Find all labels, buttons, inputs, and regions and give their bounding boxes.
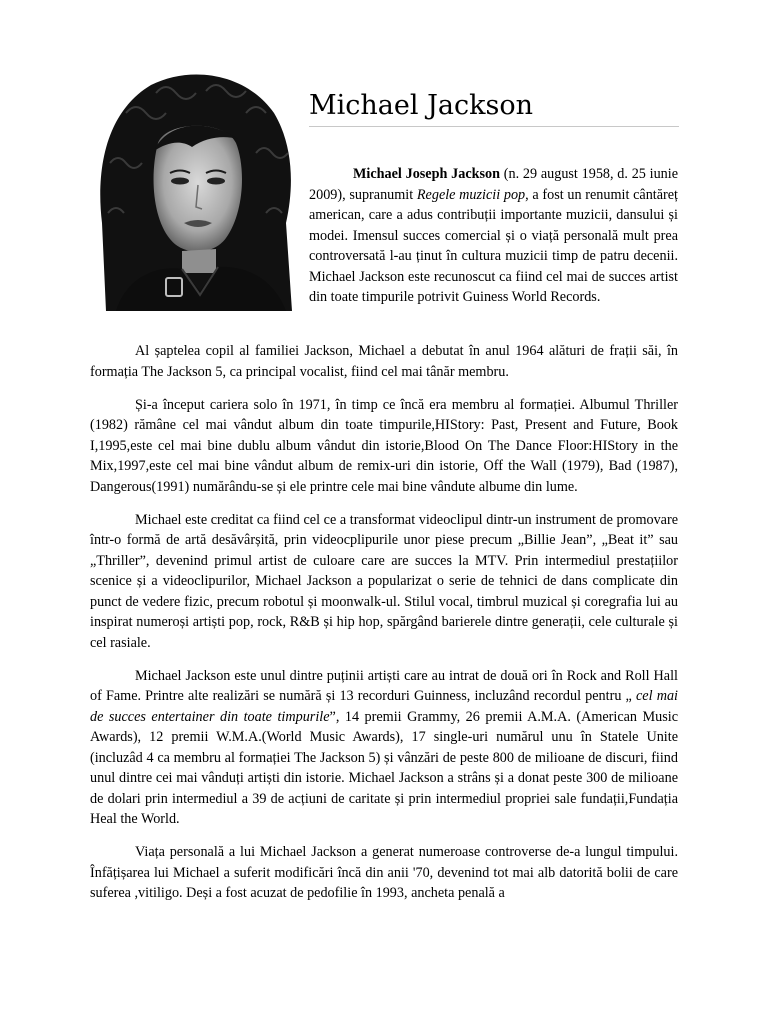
subject-name: Michael Joseph Jackson [353,166,501,182]
portrait-image [96,73,295,311]
paragraph-personal-life: Viața personală a lui Michael Jackson a generat numeroase controverse de-a lungul timpului. Înfățișarea lui Michael a suferit modificări încă din anii '70, devenind tot mai alb datorită bolii de care suferea ,vitiligo. Deși a fost acuzat de pedofilie în 1993, ancheta penală a [90,844,678,901]
page-title: Michael Jackson [309,86,679,127]
paragraph-family: Al șaptelea copil al familiei Jackson, Michael a debutat în anul 1964 alături de frații săi, în formația The Jackson 5, ca principal vocalist, fiind cel mai tânăr membru. [90,343,678,380]
achievements-text-a: Michael Jackson este unul dintre puținii artiști care au intrat de două ori în Rock and Roll Hall of Fame. Printre alte realizări se numără și 13 recorduri Guinness, incluzând recordul pentru „ [90,667,678,704]
paragraph-achievements [90,666,678,830]
paragraph-videoclips: Michael este creditat ca fiind cel ce a transformat videoclipul dintr-un instrument de promovare într-o formă de artă desăvârșită, prin videocplipurile unor piese precum „Billie Jean”, „Beat it” sau „Thriller”, devenind primul artist de culoare care are succes la MTV. Prin intermediul prestațiilor scenice și a videoclipurilor, Michael Jackson a popularizat o serie de tehnici de dans complicate din punct de vedere fizic, precum robotul și moonwalk-ul. Stilul vocal, timbrul muzical și coregrafia lui au inspirat numeroși artiști pop, rock, R&B și hip hop, spărgând barierele dintre generații, cele culturale și cel rasiale. [90,511,678,651]
achievements-text-b: ”, 14 premii Grammy, 26 premii A.M.A. (American Music Awards), 12 premii W.M.A.(World Music Awards), 17 single-uri numărul unu în Statele Unite (incluzâd 4 ca membru al formației The Jackson 5) și vânzări de peste 800 de milioane de discuri, fiind unul dintre cei mai vânduți artiști din istorie. Michael Jackson a strâns și a donat peste 300 de milioane de dolari prin intermediul a 39 de acțiuni de caritate și prin intermediul propriei sale fundații,Fundația Heal the World. [90,708,678,827]
intro-text-body: , a fost un renumit cântăreț american, care a adus contribuții importante muzicii, dansului și modei. Imensul succes comercial și o viață personală mult prea controversată l-au ținut în cultura muzicii timp de patru decenii. Michael Jackson este recunoscut ca fiind cel mai de succes artist din toate timpurile potrivit Guiness World Records. [309,186,678,305]
intro-nickname: Regele muzicii pop [416,186,526,203]
article-body [90,341,678,916]
portrait-photo [96,73,295,311]
intro-paragraph [309,164,678,308]
paragraph-solo-career: Și-a început cariera solo în 1971, în timp ce încă era membru al formației. Albumul Thriller (1982) rămâne cel mai vândut album din toate timpurile,HIStory: Past, Present and Future, Book I,1995,este cel mai bine dublu album vândut din istorie,Blood On The Dance Floor:HIStory in the Mix,1997,este cel mai bine vândut album de remix-uri din istorie, Off the Wall (1979), Bad (1987), Dangerous(1991) numărându-se și ele printre cele mai bine vândute albume din lume. [90,396,678,495]
intro-text-dates: (n. 29 august 1958, d. 25 iunie 2009), supranumit [309,166,678,203]
achievements-quote: cel mai de succes entertainer din toate timpurile [90,688,678,725]
